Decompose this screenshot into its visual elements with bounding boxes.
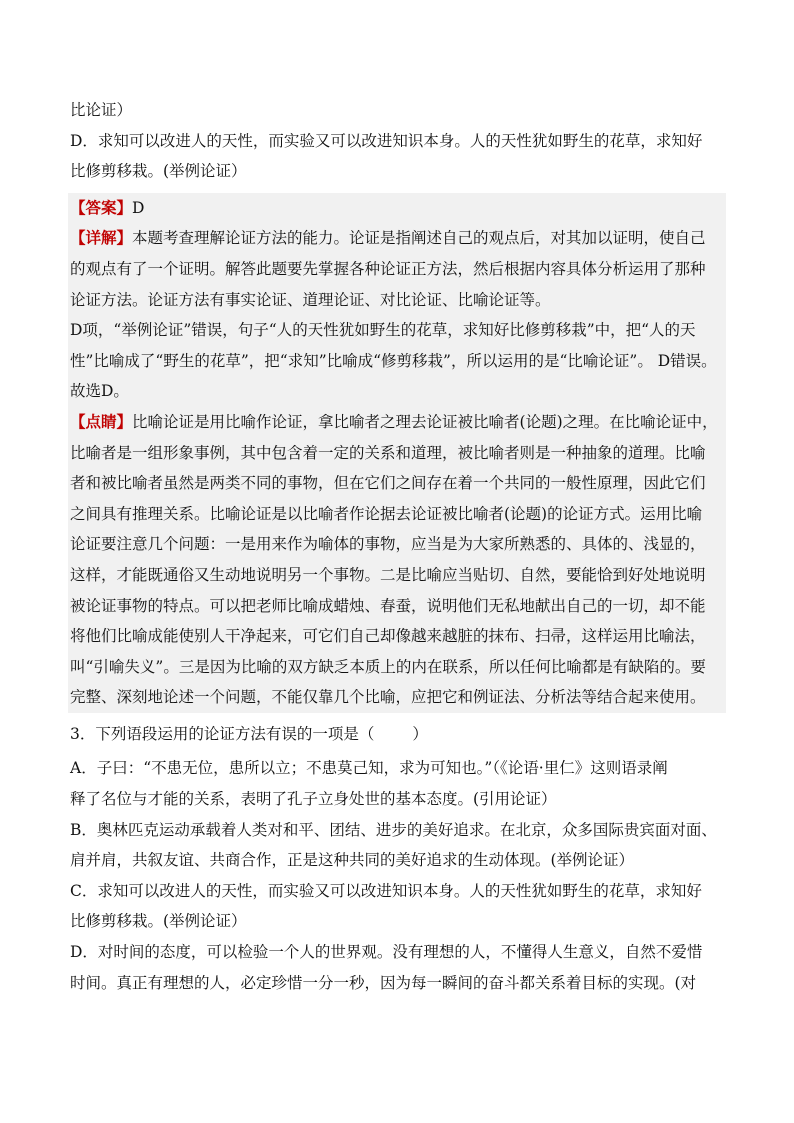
question-stem-close: ） <box>412 724 428 743</box>
answer-value: D <box>132 198 145 217</box>
option-line: 比修剪移栽。(举例论证） <box>70 912 247 931</box>
text-line: D．求知可以改进人的天性，而实验又可以改进知识本身。人的天性犹如野生的花草，求知好 <box>70 131 703 150</box>
detail-line: D项，“举例论证”错误，句子“人的天性犹如野生的花草，求知好比修剪移栽”中，把“人的天 <box>70 321 696 340</box>
option-line: 时间。真正有理想的人，必定珍惜一分一秒，因为每一瞬间的奋斗都关系着目标的实现。(对 <box>70 973 697 992</box>
question-3 <box>70 719 726 998</box>
option-line: D．对时间的态度，可以检验一个人的世界观。没有理想的人，不懂得人生意义，自然不爱惜 <box>70 943 703 962</box>
text-line: 比修剪移栽。(举例论证） <box>70 162 247 181</box>
detail-line: 的观点有了一个证明。解答此题要先掌握各种论证正方法，然后根据内容具体分析运用了那种 <box>70 259 706 278</box>
tip-line: 被论证事物的特点。可以把老师比喻成蜡烛、春蚕，说明他们无私地献出自己的一切，却不能 <box>70 596 706 615</box>
option-line: 肩并肩，共叙友谊、共商合作，正是这种共同的美好追求的生动体现。(举例论证） <box>70 851 635 870</box>
text-line: 比论证） <box>70 101 133 119</box>
option-line: A．子曰：“不患无位，患所以立；不患莫己知，求为可知也。”（《论语·里仁》这则语录阐 <box>70 759 668 778</box>
detail-tag: 【详解】 <box>70 228 133 248</box>
tip-line: 者和被比喻者虽然是两类不同的事物，但在它们之间存在着一个共同的一般性原理，因此它们 <box>70 474 706 493</box>
question-stem <box>70 719 726 750</box>
answer-line <box>70 193 726 224</box>
tip-tag: 【点睛】 <box>70 411 133 431</box>
detail-line: 故选D。 <box>70 382 129 401</box>
previous-question-options <box>70 95 726 187</box>
tip-line: 论证要注意几个问题：一是用来作为喻体的事物，应当是为大家所熟悉的、具体的、浅显的， <box>70 535 706 554</box>
question-stem-text: 3．下列语段运用的论证方法有误的一项是（ <box>70 724 375 743</box>
detail-line: 性”比喻成了“野生的花草”，把“求知”比喻成“修剪移栽”，所以运用的是“比喻论证”。 D错误。 <box>70 351 717 370</box>
tip-line: 之间具有推理关系。比喻论证是以比喻者作论据去论证被比喻者(论题)的论证方式。运用比喻 <box>70 504 703 523</box>
option-line: B．奥林匹克运动承载着人类对和平、团结、进步的美好追求。在北京，众多国际贵宾面对面、 <box>70 820 717 839</box>
detail-line <box>70 223 726 254</box>
document-page <box>70 95 726 998</box>
tip-line <box>70 407 726 438</box>
option-line: 释了名位与才能的关系，表明了孔子立身处世的基本态度。(引用论证） <box>70 790 557 809</box>
answer-explanation-block <box>68 193 726 713</box>
tip-line: 比喻者是一组形象事例，其中包含着一定的关系和道理，被比喻者则是一种抽象的道理。比喻 <box>70 443 706 462</box>
tip-line: 完整、深刻地论述一个问题，不能仅靠几个比喻，应把它和例证法、分析法等结合起来使用。 <box>70 688 706 707</box>
tip-line: 将他们比喻成能使别人干净起来，可它们自己却像越来越脏的抹布、扫帚，这样运用比喻法， <box>70 627 706 646</box>
tip-line: 这样，才能既通俗又生动地说明另一个事物。二是比喻应当贴切、自然，要能恰到好处地说明 <box>70 565 706 584</box>
answer-tag: 【答案】 <box>70 197 133 217</box>
option-line: C．求知可以改进人的天性，而实验又可以改进知识本身。人的天性犹如野生的花草，求知好 <box>70 881 702 900</box>
detail-text: 本题考查理解论证方法的能力。论证是指阐述自己的观点后，对其加以证明，使自己 <box>132 229 706 248</box>
detail-line: 论证方法。论证方法有事实论证、道理论证、对比论证、比喻论证等。 <box>70 290 551 309</box>
tip-line: 叫“引喻失义”。三是因为比喻的双方缺乏本质上的内在联系，所以任何比喻都是有缺陷的。要 <box>70 657 706 676</box>
tip-text: 比喻论证是用比喻作论证，拿比喻者之理去论证被比喻者(论题)之理。在比喻论证中， <box>132 412 718 431</box>
